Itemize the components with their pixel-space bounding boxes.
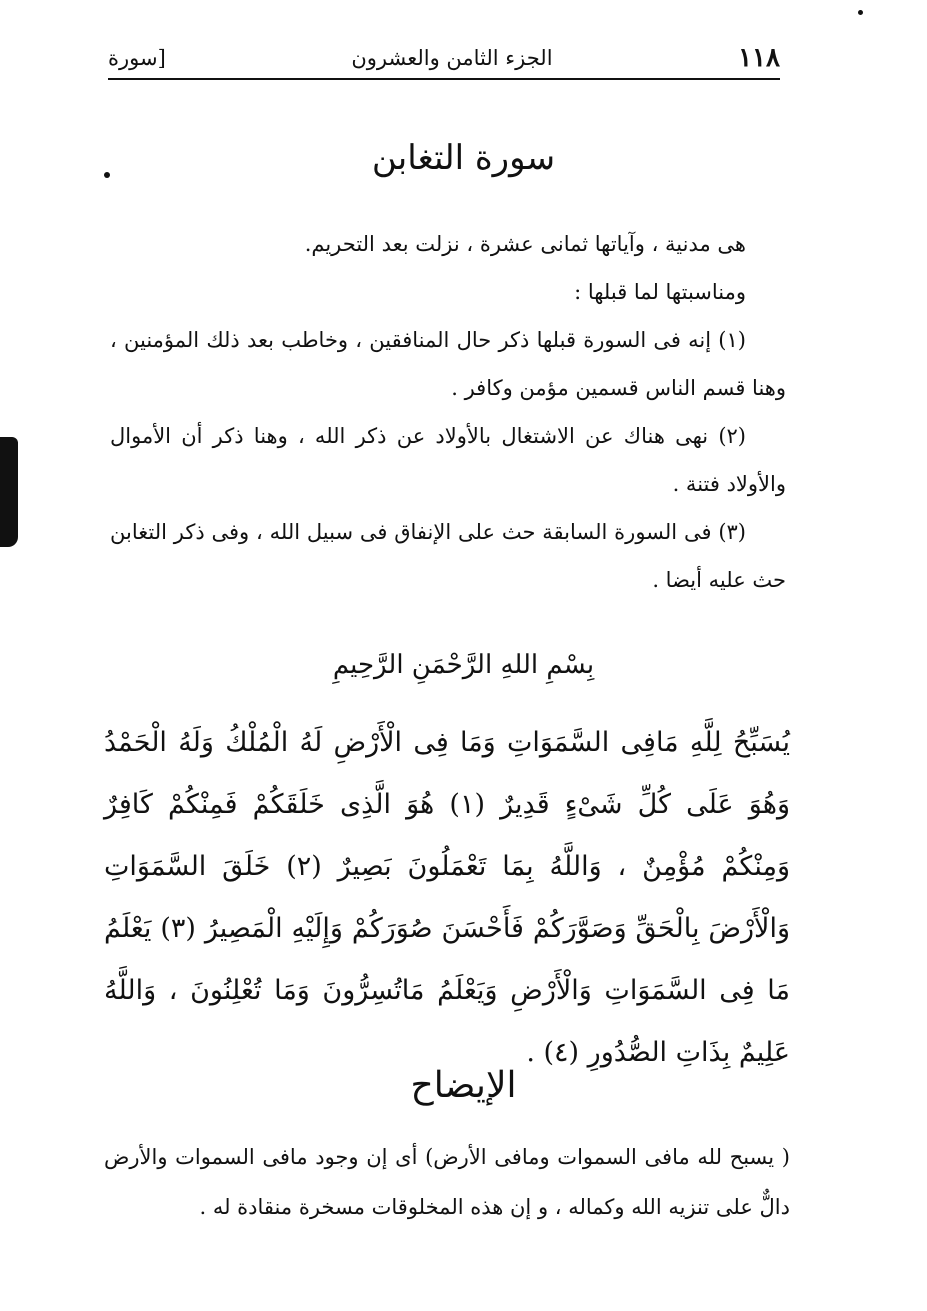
- intro-line: هى مدنية ، وآياتها ثمانى عشرة ، نزلت بعد التحريم.: [304, 232, 746, 256]
- quran-verses: [104, 712, 790, 1084]
- intro-point: (١) إنه فى السورة قبلها ذكر حال المنافقين ، وخاطب بعد ذلك المؤمنين ، وهنا قسم الناس قسمين مؤمن وكافر .: [110, 328, 786, 400]
- explanation-text: ( يسبح لله مافى السموات ومافى الأرض) أى إن وجود مافى السموات والأرض دالٌّ على تنزيه الله وكماله ، و إن هذه المخلوقات مسخرة منقادة له .: [104, 1145, 790, 1219]
- running-header: [108, 38, 780, 78]
- verses-text: يُسَبِّحُ لِلَّهِ مَافِى السَّمَوَاتِ وَمَا فِى الْأَرْضِ لَهُ الْمُلْكُ وَلَهُ الْحَمْدُ وَهُوَ عَلَى كُلِّ شَىْءٍ قَدِيرٌ (١) هُوَ الَّذِى خَلَقَكُمْ فَمِنْكُمْ كَافِرٌ وَمِنْكُمْ مُؤْمِنٌ ، وَاللَّهُ بِمَا تَعْمَلُونَ بَصِيرٌ (٢) خَلَقَ السَّمَوَاتِ وَالْأَرْضَ بِالْحَقِّ وَصَوَّرَكُمْ فَأَحْسَنَ صُوَرَكُمْ وَإِلَيْهِ الْمَصِيرُ (٣) يَعْلَمُ مَا فِى السَّمَوَاتِ وَالْأَرْضِ وَيَعْلَمُ مَاتُسِرُّونَ وَمَا تُعْلِنُونَ ، وَاللَّهُ عَلِيمٌ بِذَاتِ الصُّدُورِ (٤) .: [104, 727, 790, 1068]
- section-heading: الإيضاح: [410, 1065, 517, 1106]
- intro-point: (٣) فى السورة السابقة حث على الإنفاق فى سبيل الله ، وفى ذكر التغابن حث عليه أيضا .: [110, 520, 786, 592]
- intro-point: (٢) نهى هناك عن الاشتغال بالأولاد عن ذكر الله ، وهنا ذكر أن الأموال والأولاد فتنة .: [110, 424, 786, 496]
- intro-section: [110, 220, 786, 604]
- intro-line: ومناسبتها لما قبلها :: [574, 280, 746, 304]
- part-title: الجزء الثامن والعشرون: [351, 46, 553, 70]
- scan-artifact-dot: [858, 10, 863, 15]
- sura-title: سورة التغابن: [371, 138, 556, 178]
- scan-artifact-bar: [0, 437, 18, 547]
- page-number: ١١٨: [738, 43, 780, 73]
- explanation-section: [104, 1132, 790, 1232]
- sura-label: [سورة: [108, 46, 166, 70]
- header-rule: [108, 78, 780, 80]
- basmala: بِسْمِ اللهِ الرَّحْمَنِ الرَّحِيمِ: [332, 650, 595, 680]
